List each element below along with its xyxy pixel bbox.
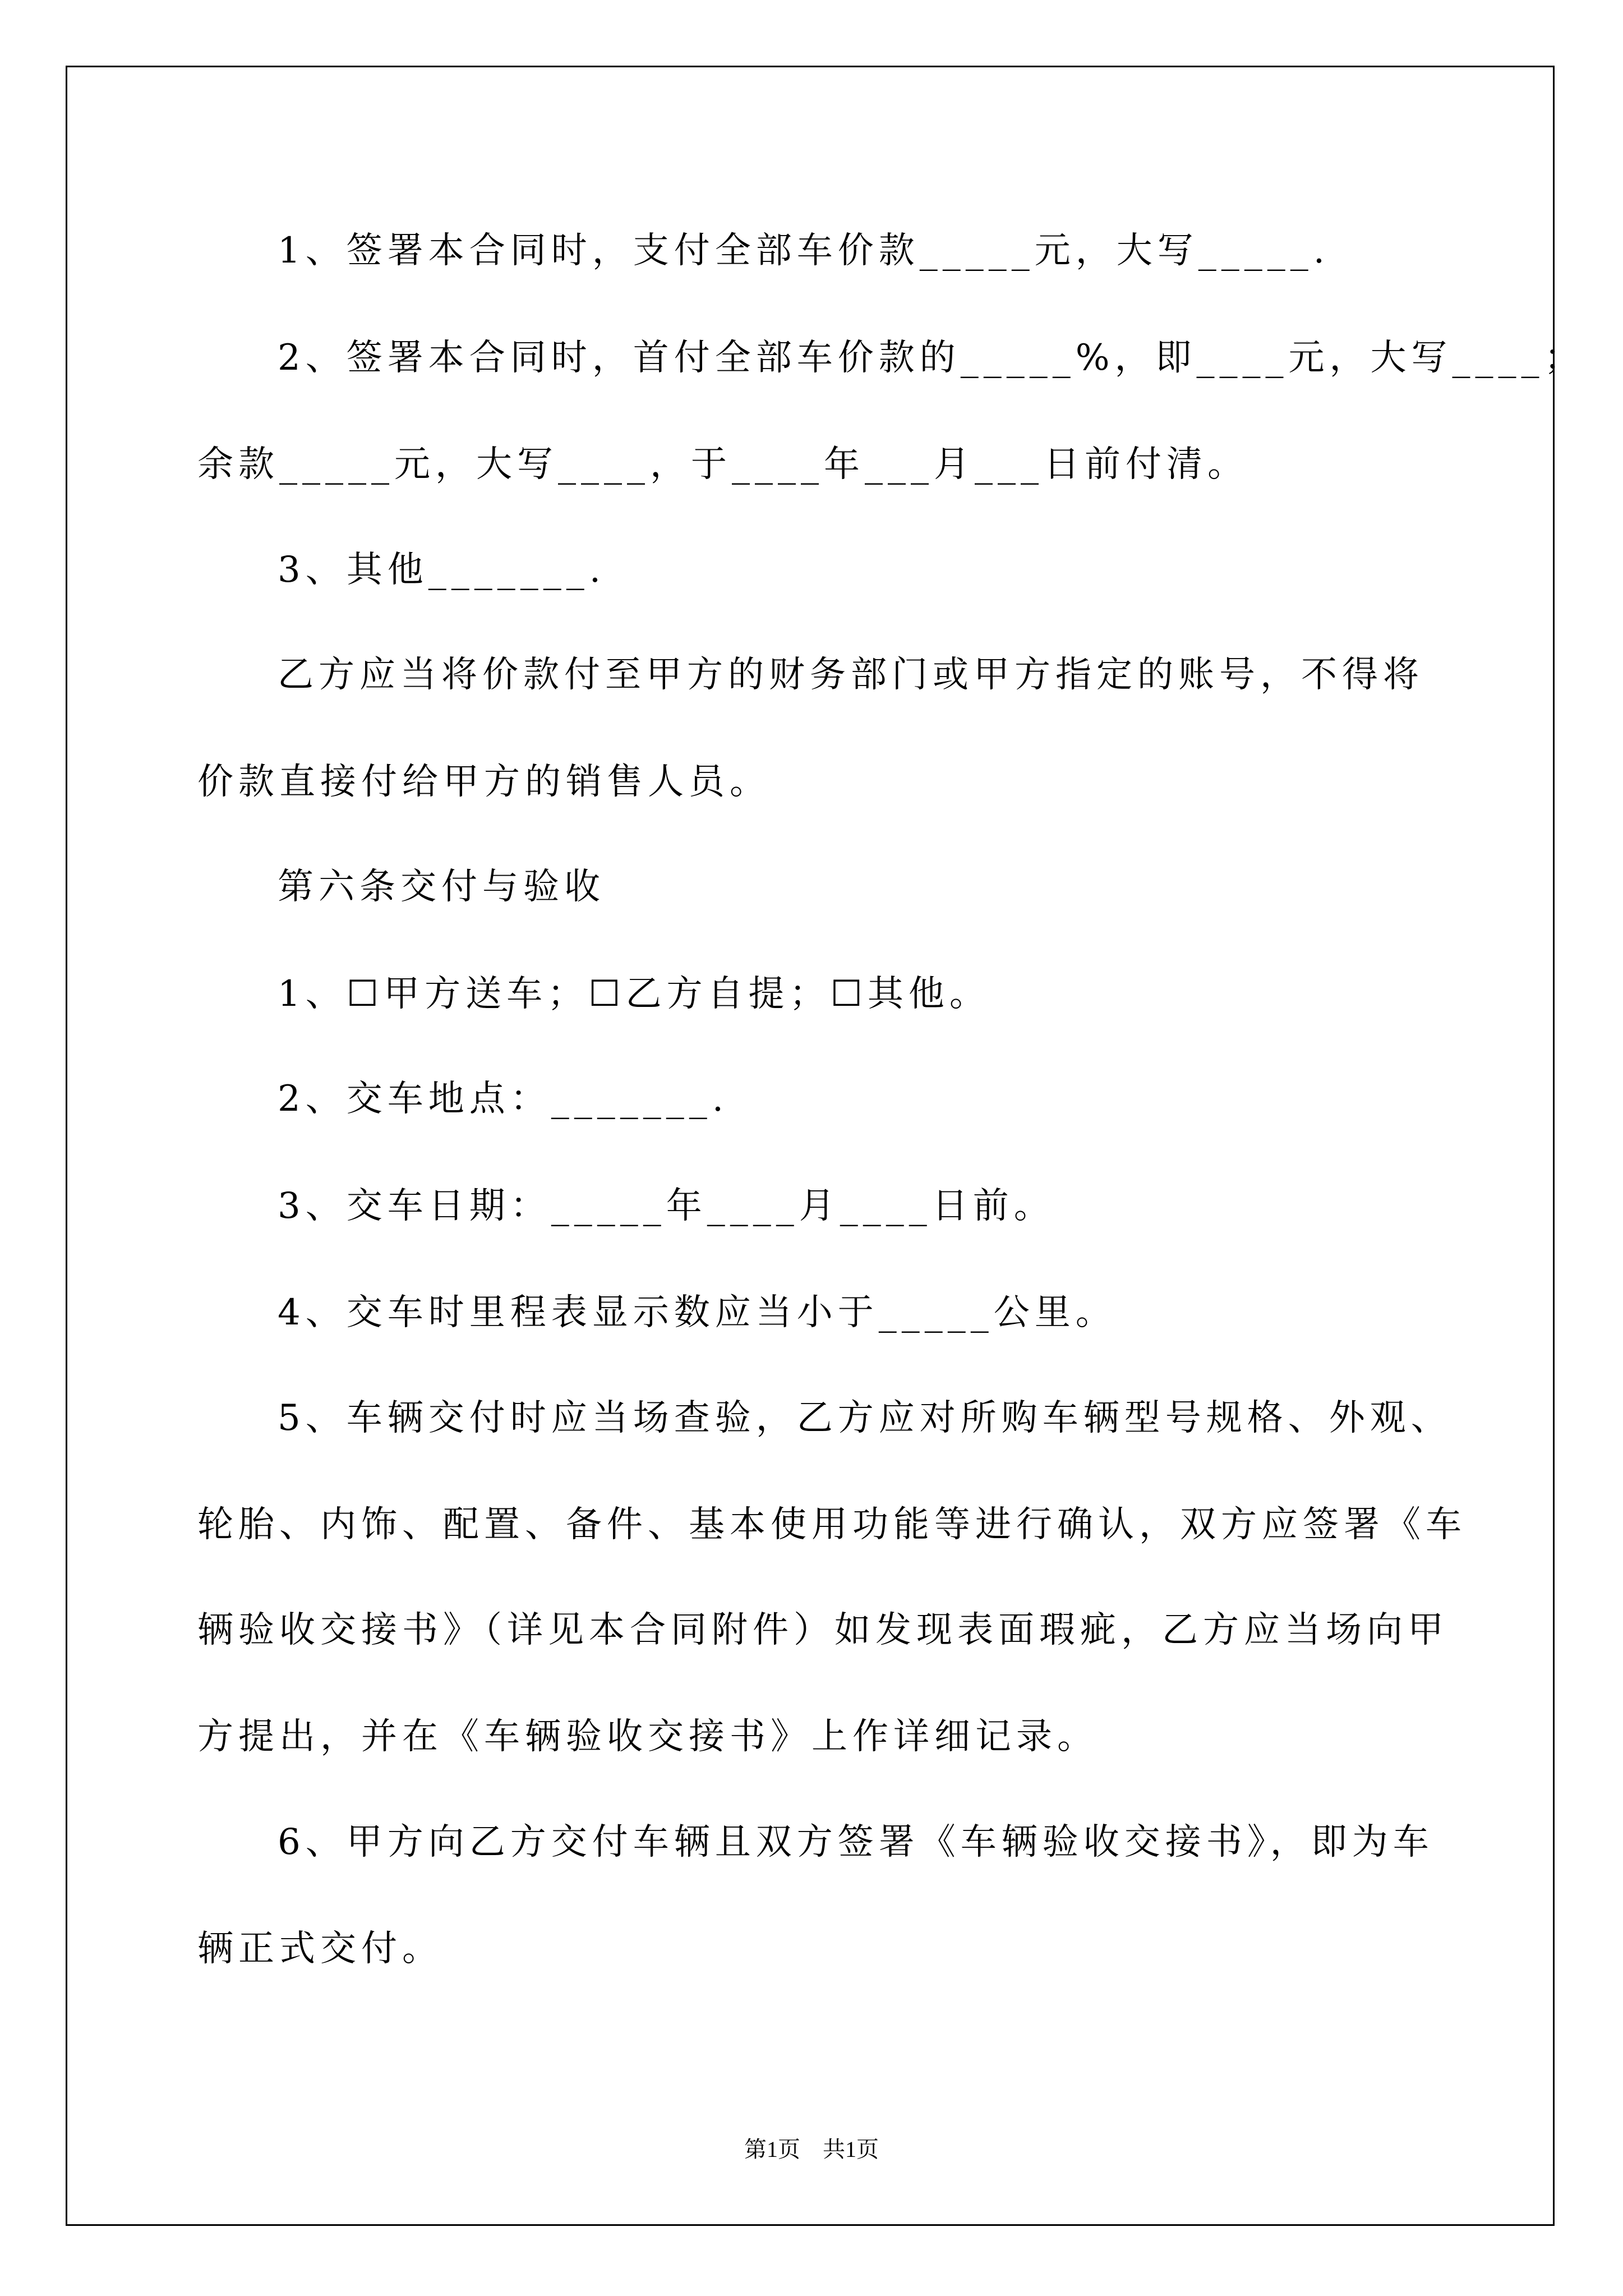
delivery-method: 1、☐甲方送车；☐乙方自提；☐其他。	[278, 973, 990, 1015]
payment-option-2: 2、签署本合同时，首付全部车价款的_____%，即____元，大写____；	[278, 337, 1585, 379]
formal-delivery-clause: 6、甲方向乙方交付车辆且双方签署《车辆验收交接书》，即为车	[278, 1821, 1434, 1863]
inspection-clause-cont-2: 辆验收交接书》（详见本合同附件）如发现表面瑕疵，乙方应当场向甲	[197, 1609, 1449, 1651]
payment-account-note-cont: 价款直接付给甲方的销售人员。	[197, 761, 771, 803]
section-heading-delivery: 第六条交付与验收	[278, 866, 605, 908]
delivery-location: 2、交车地点：_______.	[278, 1078, 729, 1120]
payment-option-1: 1、签署本合同时，支付全部车价款_____元，大写_____.	[278, 230, 1330, 272]
inspection-clause: 5、车辆交付时应当场查验，乙方应对所购车辆型号规格、外观、	[278, 1397, 1452, 1439]
inspection-clause-cont-1: 轮胎、内饰、配置、备件、基本使用功能等进行确认，双方应签署《车	[197, 1504, 1467, 1545]
page-number-footer: 第1页 共1页	[744, 2137, 879, 2162]
formal-delivery-clause-cont: 辆正式交付。	[197, 1928, 443, 1970]
payment-option-2-cont: 余款_____元，大写____，于____年___月___日前付清。	[197, 444, 1248, 485]
inspection-clause-cont-3: 方提出，并在《车辆验收交接书》上作详细记录。	[197, 1716, 1098, 1757]
delivery-date: 3、交车日期：_____年____月____日前。	[278, 1185, 1055, 1227]
page-border	[66, 66, 1555, 2226]
payment-option-3: 3、其他_______.	[278, 549, 606, 591]
payment-account-note: 乙方应当将价款付至甲方的财务部门或甲方指定的账号，不得将	[278, 654, 1424, 696]
delivery-mileage: 4、交车时里程表显示数应当小于_____公里。	[278, 1292, 1117, 1333]
